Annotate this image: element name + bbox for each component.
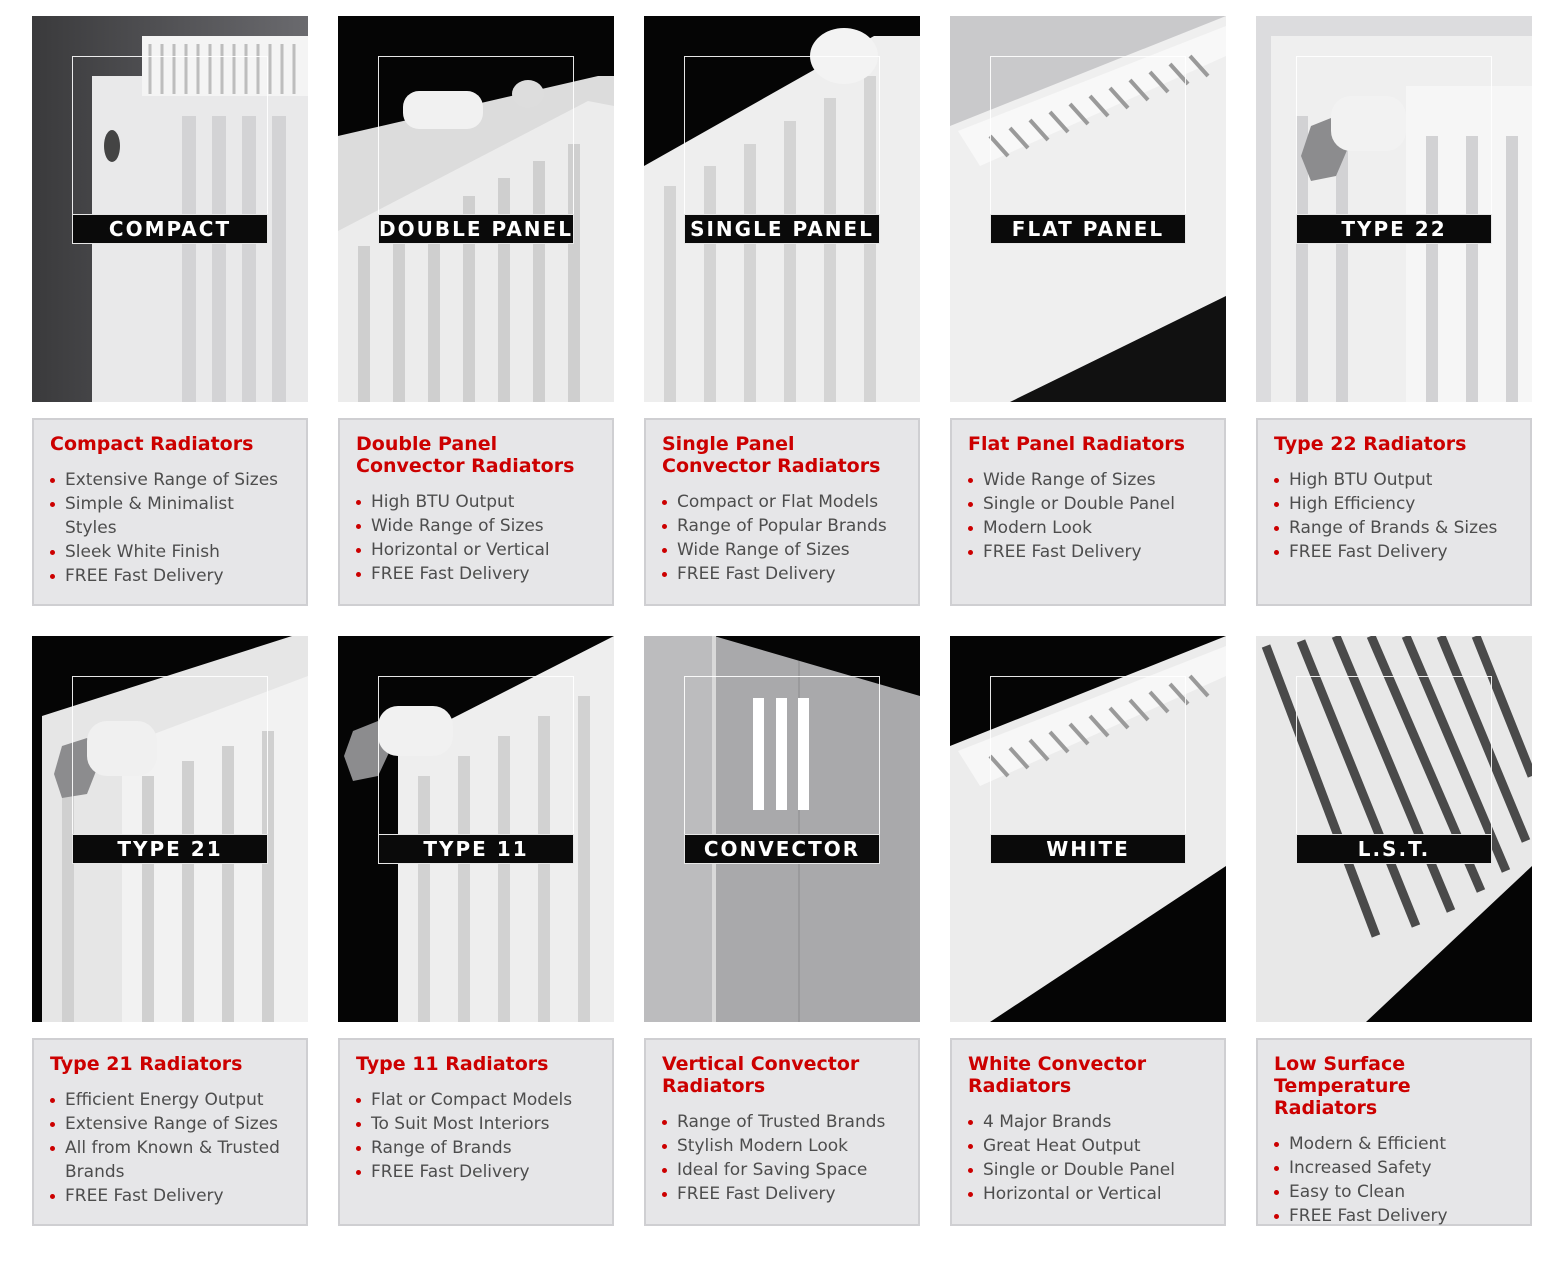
category-info-panel xyxy=(32,1038,308,1226)
category-title[interactable]: Type 21 Radiators xyxy=(50,1053,243,1075)
category-card-type-11[interactable] xyxy=(338,636,614,1226)
white-convector-radiator-image[interactable] xyxy=(950,636,1226,1022)
category-info-panel xyxy=(644,1038,920,1226)
feature-item: Ideal for Saving Space xyxy=(662,1158,902,1182)
category-card-type-22[interactable] xyxy=(1256,16,1532,606)
category-title[interactable]: Double Panel Convector Radiators xyxy=(356,433,575,477)
feature-item: Range of Brands & Sizes xyxy=(1274,516,1514,540)
feature-list xyxy=(1274,468,1514,564)
feature-item: FREE Fast Delivery xyxy=(50,564,290,588)
category-card-type-21[interactable] xyxy=(32,636,308,1226)
category-title[interactable]: Flat Panel Radiators xyxy=(968,433,1185,455)
category-info-panel xyxy=(1256,1038,1532,1226)
category-card-convector[interactable] xyxy=(644,636,920,1226)
vertical-convector-radiator-image[interactable] xyxy=(644,636,920,1022)
image-label: DOUBLE PANEL xyxy=(378,214,574,244)
feature-item: Extensive Range of Sizes xyxy=(50,468,290,492)
lst-radiator-image[interactable] xyxy=(1256,636,1532,1022)
feature-item: Easy to Clean xyxy=(1274,1180,1514,1204)
image-label: TYPE 21 xyxy=(72,834,268,864)
feature-item: FREE Fast Delivery xyxy=(356,1160,596,1184)
feature-item: 4 Major Brands xyxy=(968,1110,1208,1134)
feature-item: Sleek White Finish xyxy=(50,540,290,564)
category-title[interactable]: White Convector Radiators xyxy=(968,1053,1147,1097)
feature-item: Wide Range of Sizes xyxy=(968,468,1208,492)
feature-item: High Efficiency xyxy=(1274,492,1514,516)
category-card-single-panel[interactable] xyxy=(644,16,920,606)
category-title[interactable]: Type 11 Radiators xyxy=(356,1053,549,1075)
feature-item: Efficient Energy Output xyxy=(50,1088,290,1112)
category-info-panel xyxy=(338,418,614,606)
feature-item: To Suit Most Interiors xyxy=(356,1112,596,1136)
image-label: SINGLE PANEL xyxy=(684,214,880,244)
feature-item: Great Heat Output xyxy=(968,1134,1208,1158)
feature-list xyxy=(356,1088,596,1184)
category-info-panel xyxy=(32,418,308,606)
feature-item: Modern Look xyxy=(968,516,1208,540)
feature-item: Extensive Range of Sizes xyxy=(50,1112,290,1136)
convector-bars-icon xyxy=(753,698,809,810)
feature-item: FREE Fast Delivery xyxy=(50,1184,290,1208)
feature-item: FREE Fast Delivery xyxy=(662,1182,902,1206)
feature-item: Range of Popular Brands xyxy=(662,514,902,538)
category-title[interactable]: Low Surface Temperature Radiators xyxy=(1274,1053,1411,1119)
feature-item: Wide Range of Sizes xyxy=(662,538,902,562)
category-info-panel xyxy=(644,418,920,606)
feature-item: FREE Fast Delivery xyxy=(1274,540,1514,564)
type-21-radiator-image[interactable] xyxy=(32,636,308,1022)
feature-item: Compact or Flat Models xyxy=(662,490,902,514)
category-card-lst[interactable] xyxy=(1256,636,1532,1226)
category-card-flat-panel[interactable] xyxy=(950,16,1226,606)
feature-item: Range of Trusted Brands xyxy=(662,1110,902,1134)
feature-item: FREE Fast Delivery xyxy=(662,562,902,586)
category-info-panel xyxy=(950,418,1226,606)
feature-list xyxy=(968,1110,1208,1206)
feature-item: FREE Fast Delivery xyxy=(1274,1204,1514,1228)
image-label: TYPE 11 xyxy=(378,834,574,864)
category-card-double-panel[interactable] xyxy=(338,16,614,606)
feature-item: Simple & Minimalist Styles xyxy=(50,492,290,540)
image-label: FLAT PANEL xyxy=(990,214,1186,244)
feature-item: FREE Fast Delivery xyxy=(356,562,596,586)
feature-item: Single or Double Panel xyxy=(968,1158,1208,1182)
single-panel-radiator-image[interactable] xyxy=(644,16,920,402)
feature-item: Flat or Compact Models xyxy=(356,1088,596,1112)
feature-item: Stylish Modern Look xyxy=(662,1134,902,1158)
feature-item: Single or Double Panel xyxy=(968,492,1208,516)
double-panel-radiator-image[interactable] xyxy=(338,16,614,402)
feature-item: All from Known & Trusted Brands xyxy=(50,1136,290,1184)
category-title[interactable]: Vertical Convector Radiators xyxy=(662,1053,860,1097)
feature-list xyxy=(662,1110,902,1206)
category-title[interactable]: Type 22 Radiators xyxy=(1274,433,1467,455)
image-label: TYPE 22 xyxy=(1296,214,1492,244)
type-11-radiator-image[interactable] xyxy=(338,636,614,1022)
category-info-panel xyxy=(950,1038,1226,1226)
feature-item: Modern & Efficient xyxy=(1274,1132,1514,1156)
flat-panel-radiator-image[interactable] xyxy=(950,16,1226,402)
feature-item: Range of Brands xyxy=(356,1136,596,1160)
feature-list xyxy=(1274,1132,1514,1228)
category-info-panel xyxy=(338,1038,614,1226)
feature-item: High BTU Output xyxy=(356,490,596,514)
image-label: COMPACT xyxy=(72,214,268,244)
feature-list xyxy=(968,468,1208,564)
feature-item: Horizontal or Vertical xyxy=(356,538,596,562)
image-label: L.S.T. xyxy=(1296,834,1492,864)
image-label: CONVECTOR xyxy=(684,834,880,864)
category-title[interactable]: Single Panel Convector Radiators xyxy=(662,433,881,477)
radiator-category-grid xyxy=(32,16,1532,1226)
feature-list xyxy=(662,490,902,586)
category-title[interactable]: Compact Radiators xyxy=(50,433,254,455)
feature-list xyxy=(356,490,596,586)
feature-list xyxy=(50,468,290,588)
image-label: WHITE xyxy=(990,834,1186,864)
category-card-white[interactable] xyxy=(950,636,1226,1226)
type-22-radiator-image[interactable] xyxy=(1256,16,1532,402)
category-card-compact[interactable] xyxy=(32,16,308,606)
feature-list xyxy=(50,1088,290,1208)
feature-item: Horizontal or Vertical xyxy=(968,1182,1208,1206)
feature-item: Increased Safety xyxy=(1274,1156,1514,1180)
feature-item: Wide Range of Sizes xyxy=(356,514,596,538)
feature-item: High BTU Output xyxy=(1274,468,1514,492)
category-info-panel xyxy=(1256,418,1532,606)
feature-item: FREE Fast Delivery xyxy=(968,540,1208,564)
compact-radiator-image[interactable] xyxy=(32,16,308,402)
